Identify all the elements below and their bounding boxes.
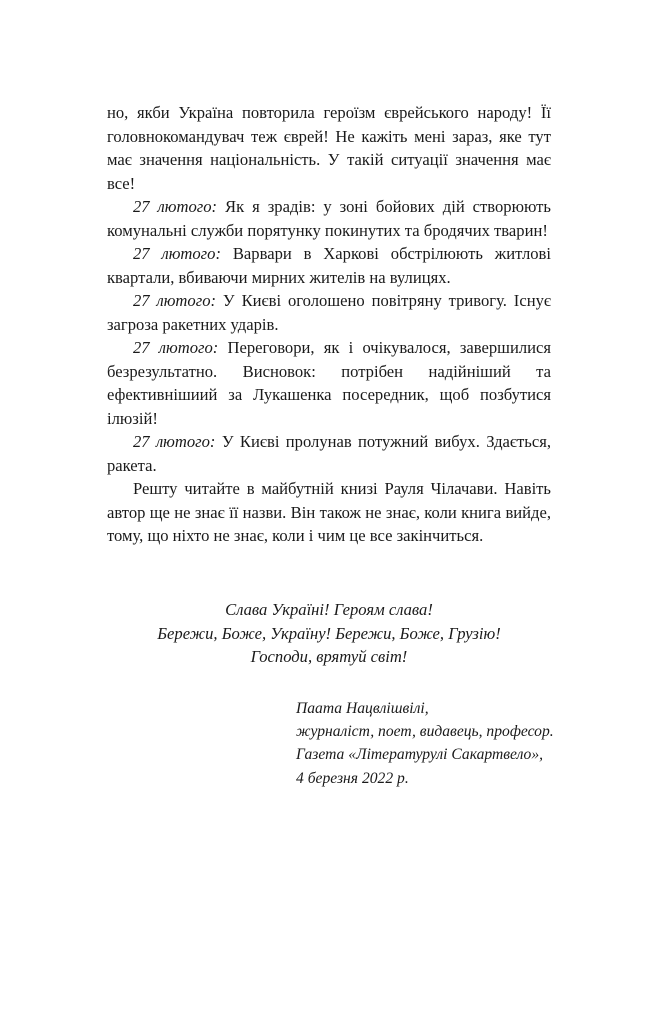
slogan-line-3: Господи, врятуй світ!: [250, 647, 408, 666]
diary-entry-1: [107, 195, 551, 242]
paragraph-text: Варвари в Харкові обстрілюють житлові квартали, вбиваючи мирних жителів на вулицях.: [107, 244, 551, 287]
signature-author-titles: журналіст, поет, видавець, професор.: [296, 723, 554, 741]
slogan-line-2: Бережи, Боже, Україну! Бережи, Боже, Грузію!: [157, 623, 501, 643]
signature-block: [296, 697, 586, 790]
paragraph-text: У Києві оголошено повітряну тривогу. Існує загроза ракетних ударів.: [107, 291, 551, 334]
paragraph-closing: [107, 477, 551, 548]
signature-date: 4 березня 2022 р.: [296, 769, 409, 787]
diary-date-label: 27 лютого:: [133, 432, 216, 451]
paragraph-text: Решту читайте в майбутній книзі Рауля Чілачави. Навіть автор ще не знає її назви. Він також не знає, коли книга вийде, тому, що ніхто не знає, коли і чим це все закінчиться.: [107, 479, 551, 545]
paragraph-text: У Києві пролунав потужний вибух. Здається, ракета.: [107, 432, 551, 475]
diary-entry-3: [107, 289, 551, 336]
diary-entry-4: [107, 336, 551, 430]
diary-entry-2: [107, 242, 551, 289]
paragraph-continuation: [107, 101, 551, 195]
signature-author-name: Паата Нацвлішвілі,: [296, 700, 429, 717]
paragraph-text: но, якби Україна повторила героїзм єврейського народу! Її головнокомандувач теж єврей! Не кажіть мені зараз, яке тут має значення національність. У такій ситуації значення має все!: [107, 103, 551, 193]
diary-date-label: 27 лютого:: [133, 291, 217, 310]
diary-date-label: 27 лютого:: [133, 244, 221, 263]
paragraph-text: Переговори, як і очікувалося, завершилися безрезультатно. Висновок: потрібен надійніший та ефективнішиий за Лукашенка посередник, щоб позбутися ілюзій!: [107, 338, 551, 428]
diary-entry-5: [107, 430, 551, 477]
paragraph-text: Як я зрадів: у зоні бойових дій створюють комунальні служби порятунку покинутих та бродячих тварин!: [107, 197, 551, 240]
diary-date-label: 27 лютого:: [133, 197, 218, 216]
signature-publication: Газета «Літературулі Сакартвело»,: [296, 746, 544, 764]
slogan-block: [107, 598, 551, 669]
slogan-line-1: Слава Україні! Героям слава!: [225, 600, 433, 619]
diary-date-label: 27 лютого:: [133, 338, 219, 357]
body-text-column: [107, 101, 551, 548]
